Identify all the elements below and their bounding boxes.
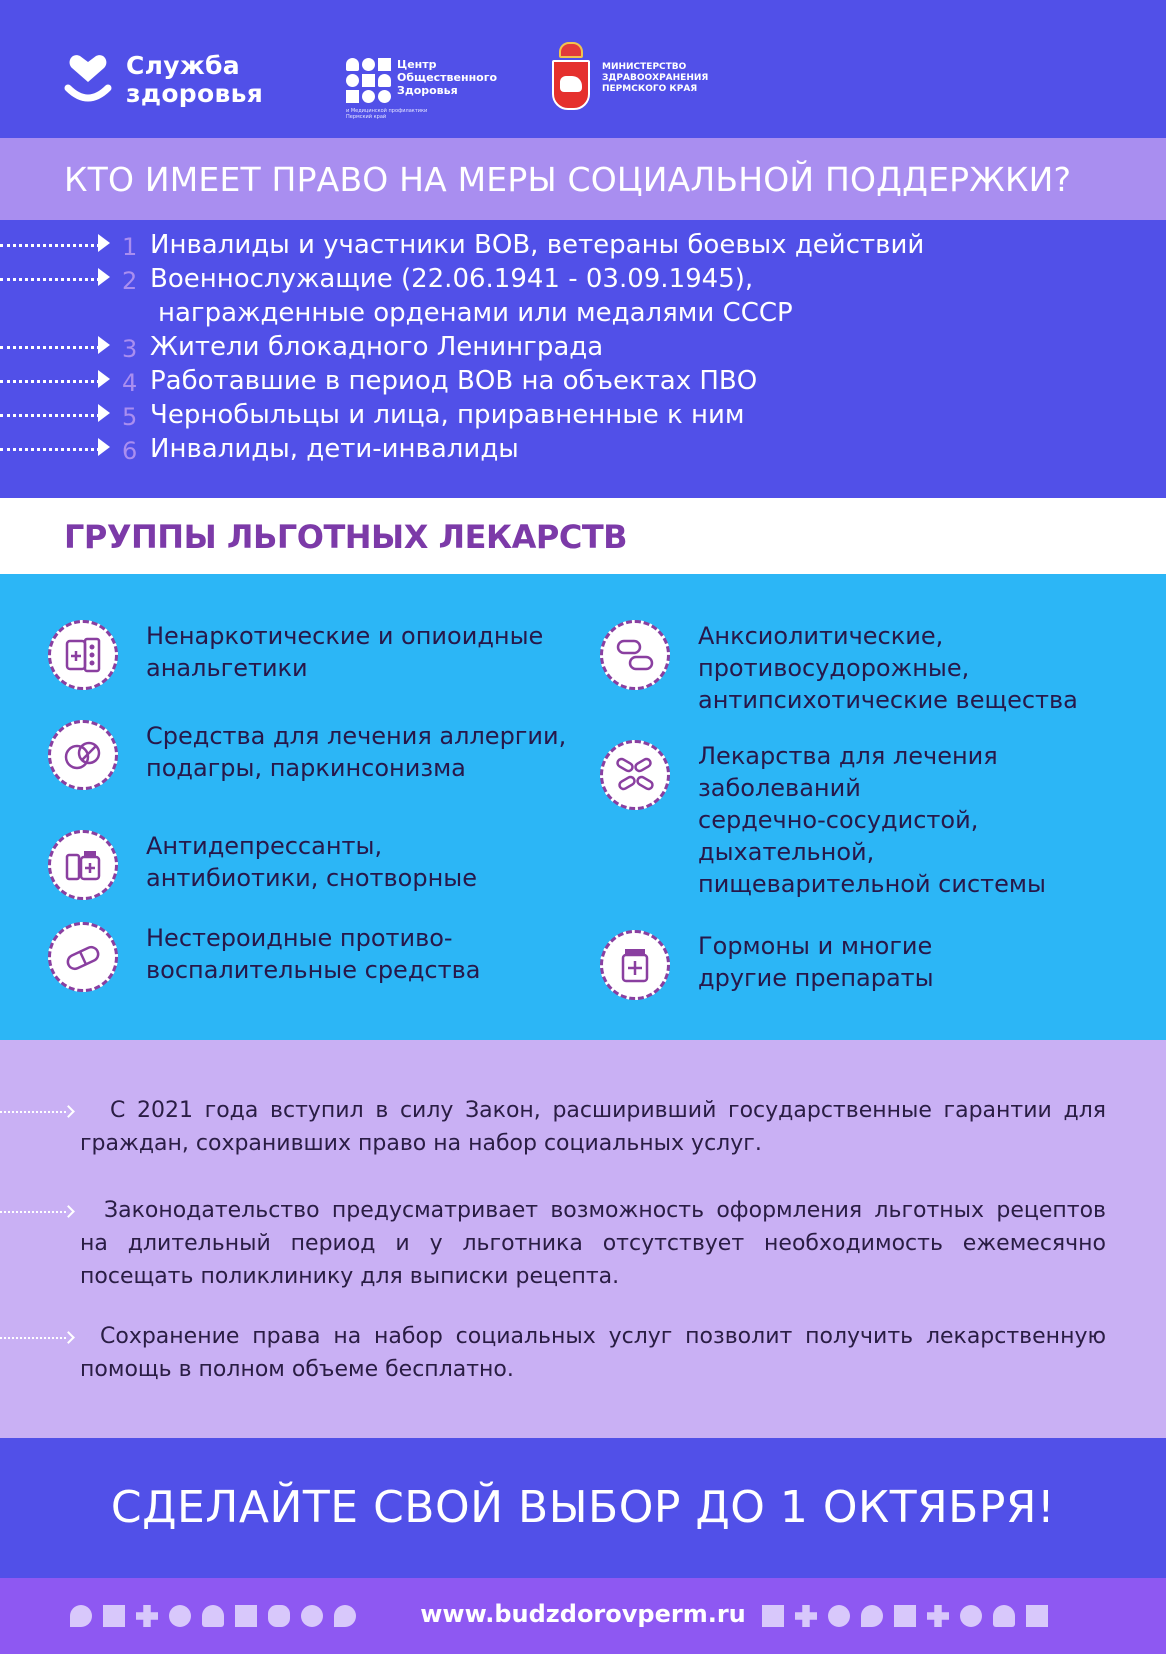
who-item-text: Военнослужащие (22.06.1941 - 03.09.1945), xyxy=(150,264,754,294)
perm-coat-of-arms-icon xyxy=(550,42,592,114)
dotted-arrow-icon xyxy=(0,1111,66,1113)
logo2-subtext: и Медицинской профилактики Пермский край xyxy=(346,108,428,120)
capsule-icon xyxy=(48,922,118,992)
shape-icon xyxy=(762,1605,784,1627)
jar-icon xyxy=(600,930,670,1000)
who-item-num: 1 xyxy=(122,233,138,261)
who-title: КТО ИМЕЕТ ПРАВО НА МЕРЫ СОЦИАЛЬНОЙ ПОДДЕРЖКИ? xyxy=(64,160,1072,199)
pill-box-icon xyxy=(48,620,118,690)
who-item-text: Инвалиды, дети-инвалиды xyxy=(150,434,519,464)
who-list xyxy=(0,220,1166,498)
drug-group-text: Анксиолитические, противосудорожные, антипсихотические вещества xyxy=(698,622,1078,714)
who-item-num: 3 xyxy=(122,335,138,363)
capsules-icon xyxy=(600,740,670,810)
drug-groups xyxy=(0,574,1166,1040)
dotted-arrow-icon xyxy=(0,1211,66,1213)
header xyxy=(0,0,1166,138)
drug-group-text: Лекарства для лечения заболеваний сердечно-сосудистой, дыхательной, пищеварительной системы xyxy=(698,742,1046,898)
logo1-line2: здоровья xyxy=(126,79,264,108)
footer xyxy=(0,1578,1166,1654)
dotted-arrow-icon xyxy=(0,380,100,383)
who-item-num: 2 xyxy=(122,267,138,295)
who-item-text: Жители блокадного Ленинграда xyxy=(150,332,604,362)
law-note-1: С 2021 года вступил в силу Закон, расширивший государственные гарантии для граждан, сохранивших право на набор социальных услуг. xyxy=(80,1098,1106,1156)
pills-icon xyxy=(48,720,118,790)
who-item-text: Работавшие в период ВОВ на объектах ПВО xyxy=(150,366,758,396)
who-item-text: Инвалиды и участники ВОВ, ветераны боевых действий xyxy=(150,230,925,260)
shape-icon xyxy=(993,1605,1015,1627)
drug-group-text: Гормоны и многие другие препараты xyxy=(698,932,934,992)
medicine-bottle-icon xyxy=(48,830,118,900)
drug-group-text: Антидепрессанты, антибиотики, снотворные xyxy=(146,832,478,892)
logo3-line3: ПЕРМСКОГО КРАЯ xyxy=(602,83,698,94)
who-item-num: 5 xyxy=(122,403,138,431)
dotted-arrow-icon xyxy=(0,414,100,417)
dotted-arrow-icon xyxy=(0,244,100,247)
dotted-arrow-icon xyxy=(0,1337,66,1339)
groups-title: ГРУППЫ ЛЬГОТНЫХ ЛЕКАРСТВ xyxy=(64,518,628,556)
tablets-icon xyxy=(600,620,670,690)
call-to-action: СДЕЛАЙТЕ СВОЙ ВЫБОР ДО 1 ОКТЯБРЯ! xyxy=(110,1482,1056,1533)
shape-icon xyxy=(960,1605,982,1627)
groups-title-band xyxy=(0,498,1166,574)
logo3-line2: ЗДРАВООХРАНЕНИЯ xyxy=(602,72,709,83)
shape-icon xyxy=(795,1605,817,1627)
law-note-2: Законодательство предусматривает возможность оформления льготных рецептов на длительный период и у льготника отсутствует необходимость ежемесячно посещать поликлинику для выписки рецепта. xyxy=(80,1198,1106,1289)
who-item-text: Чернобыльцы и лица, приравненные к ним xyxy=(150,400,745,430)
logo3-line1: МИНИСТЕРСТВО xyxy=(602,61,687,72)
call-to-action-band xyxy=(0,1438,1166,1578)
decorative-shapes-right xyxy=(762,1605,1059,1627)
sluzhba-zdorovya-logo xyxy=(64,52,263,108)
law-note-3: Сохранение права на набор социальных услуг позволит получить лекарственную помощь в полном объеме бесплатно. xyxy=(80,1324,1106,1382)
law-notes xyxy=(0,1040,1166,1438)
ministry-logo xyxy=(550,42,708,114)
logo2-line1: Центр xyxy=(397,58,437,71)
logo2-line3: Здоровья xyxy=(397,84,458,97)
public-health-center-logo xyxy=(346,58,497,103)
shape-icon xyxy=(894,1605,916,1627)
shapes-grid-icon xyxy=(346,58,391,103)
who-item-text: награжденные орденами или медалями СССР xyxy=(158,298,793,328)
who-item-num: 6 xyxy=(122,437,138,465)
website-link[interactable]: www.budzdorovperm.ru xyxy=(420,1600,746,1628)
logo2-line2: Общественного xyxy=(397,71,498,84)
shape-icon xyxy=(1026,1605,1048,1627)
dotted-arrow-icon xyxy=(0,448,100,451)
drug-group-text: Ненаркотические и опиоидные анальгетики xyxy=(146,622,544,682)
dotted-arrow-icon xyxy=(0,346,100,349)
dotted-arrow-icon xyxy=(0,278,100,281)
heart-smile-icon xyxy=(64,52,112,108)
who-item-num: 4 xyxy=(122,369,138,397)
shape-icon xyxy=(828,1605,850,1627)
shape-icon xyxy=(861,1605,883,1627)
shape-icon xyxy=(927,1605,949,1627)
drug-group-text: Средства для лечения аллергии, подагры, паркинсонизма xyxy=(146,722,567,782)
drug-group-text: Нестероидные противо- воспалительные средства xyxy=(146,924,481,984)
who-title-band xyxy=(0,138,1166,220)
logo1-line1: Служба xyxy=(126,51,240,80)
